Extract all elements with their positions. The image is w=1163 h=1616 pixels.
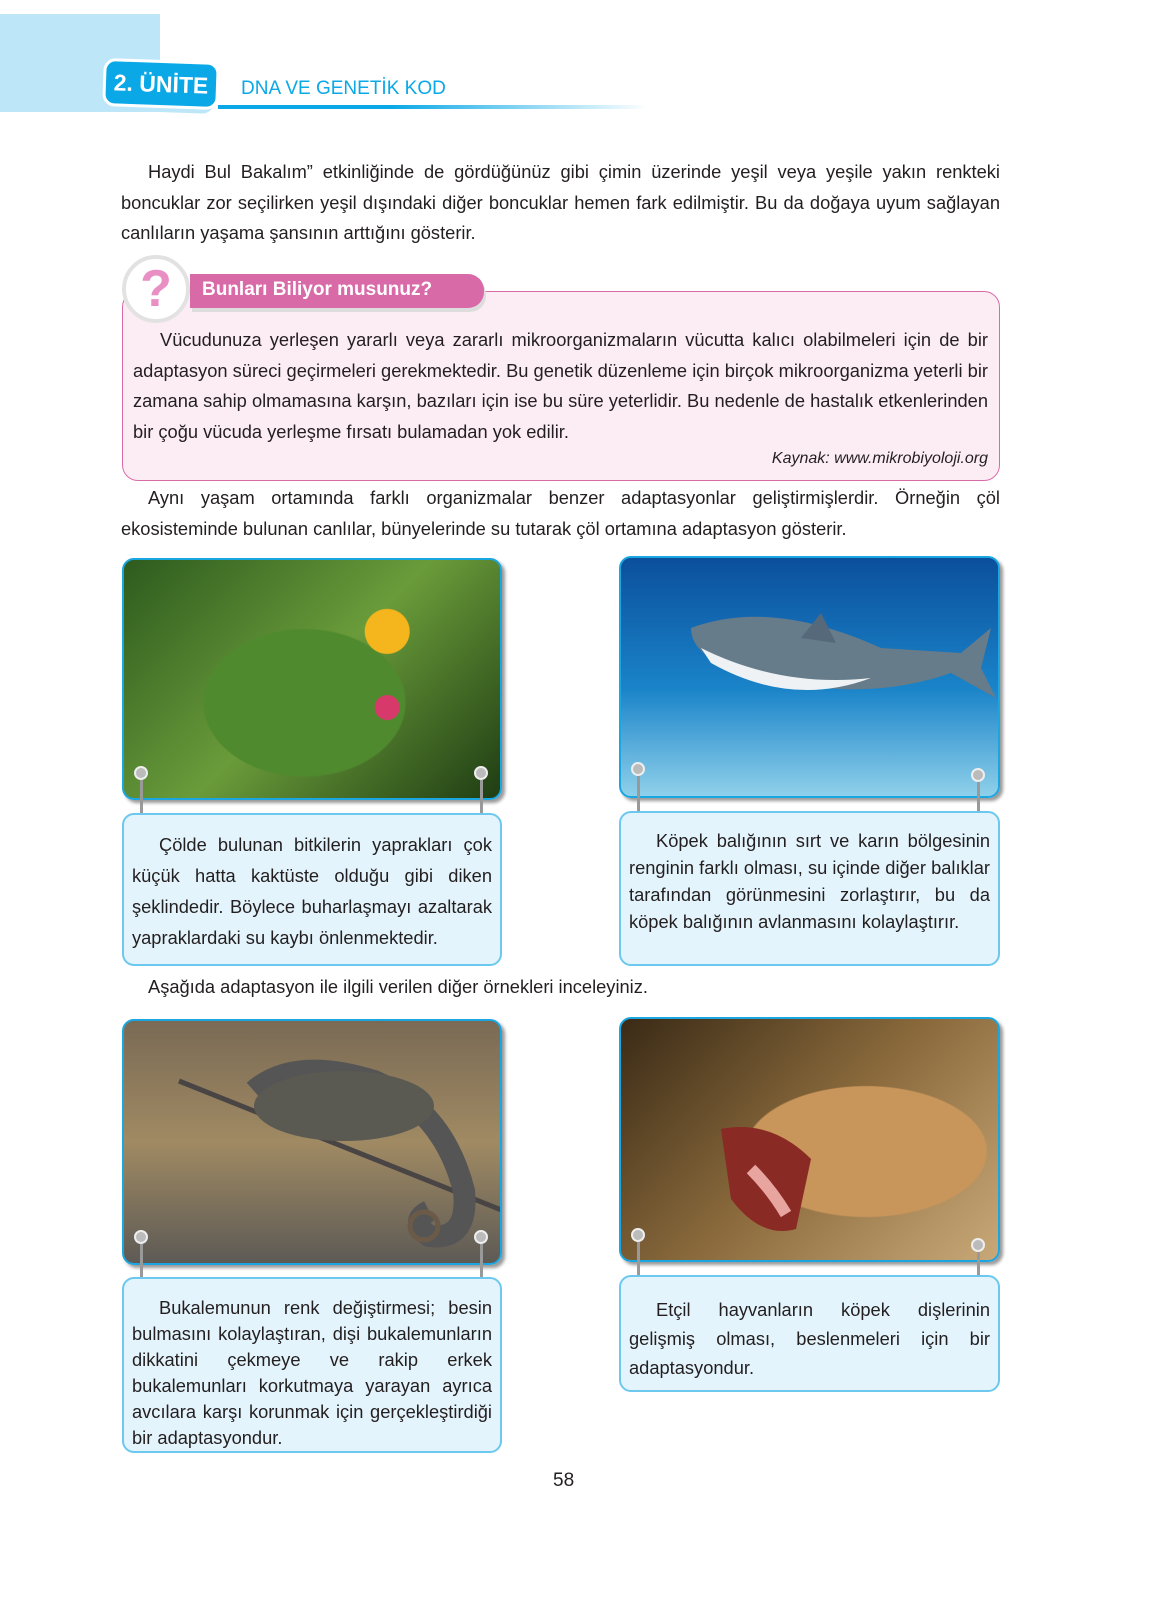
connector-pin [474,1230,488,1244]
info-box-title: Bunları Biliyor musunuz? [190,274,484,308]
chameleon-photo [122,1019,502,1265]
cactus-caption: Çölde bulunan bitkilerin yaprakları çok küçük hatta kaktüste olduğu gibi diken şeklindedir. Böylece buharlaşmayı azaltarak yapraklardaki su kaybı önlenmektedir. [122,813,502,966]
question-mark-icon: ? [122,255,190,323]
chameleon-caption: Bukalemunun renk değiştirmesi; besin bulmasını kolaylaştıran, dişi bukalemunların dikkatini çekmeye ve rakip erkek bukalemunları korkutmaya yarayan ayrıca avcılara karşı korunmak için gerçekleştirdiği bir adaptasyondur. [122,1277,502,1453]
connector-pin [631,762,645,776]
info-box-source: Kaynak: www.mikrobiyoloji.org [771,450,988,467]
intro-paragraph: Haydi Bul Bakalım” etkinliğinde de gördüğünüz gibi çimin üzerinde yeşil veya yeşile yakın renkteki boncuklar zor seçilirken yeşil dışındaki diğer boncuklar hemen fark edilmiştir. Bu da doğaya uyum sağlayan canlıların yaşama şansının arttığını gösterir. [121,161,1000,243]
shark-photo [619,556,1000,798]
info-box-text: Vücudunuza yerleşen yararlı veya zararlı mikroorganizmaların vücutta kalıcı olabilmeleri için de bir adaptasyon süreci geçirmeleri gerekmektedir. Bu genetik düzenleme için birçok mikroorganizma yeterli bir zamana sahip olmamasına karşın, bazıları için ise bu süre yeterlidir. Bu nedenle de hastalık etkenlerinden bir çoğu vücuda yerleşme fırsatı bulamadan yok edilir. [133,329,988,442]
connector-pin [134,1230,148,1244]
connector-pin [971,768,985,782]
page-number: 58 [553,1470,575,1491]
shark-illustration [621,558,1000,798]
header-underline [218,105,648,109]
lion-illustration [621,1019,1000,1262]
lion-caption: Etçil hayvanların köpek dişlerinin gelişmiş olması, beslenmeleri için bir adaptasyondur. [619,1275,1000,1392]
adaptation-paragraph: Aynı yaşam ortamında farklı organizmalar benzer adaptasyonlar geliştirmişlerdir. Örneğin çöl ekosisteminde bulunan canlılar, bünyelerinde su tutarak çöl ortamına adaptasyon gösterir. [121,487,1000,539]
connector-pin [474,766,488,780]
unit-badge: 2. ÜNİTE [102,58,220,110]
cactus-photo [122,558,502,800]
connector-pin [971,1238,985,1252]
chameleon-illustration [124,1021,502,1265]
unit-title: DNA VE GENETİK KOD [241,78,446,99]
connector-pin [631,1228,645,1242]
connector-pin [134,766,148,780]
connector-line [637,776,640,814]
shark-caption: Köpek balığının sırt ve karın bölgesinin renginin farklı olması, su içinde diğer balıklar tarafından görünmesini zorlaştırır, bu da köpek balığının avlanmasını kolaylaştırır. [619,811,1000,966]
lion-photo [619,1017,1000,1262]
examples-paragraph: Aşağıda adaptasyon ile ilgili verilen diğer örnekleri inceleyiniz. [148,976,648,997]
